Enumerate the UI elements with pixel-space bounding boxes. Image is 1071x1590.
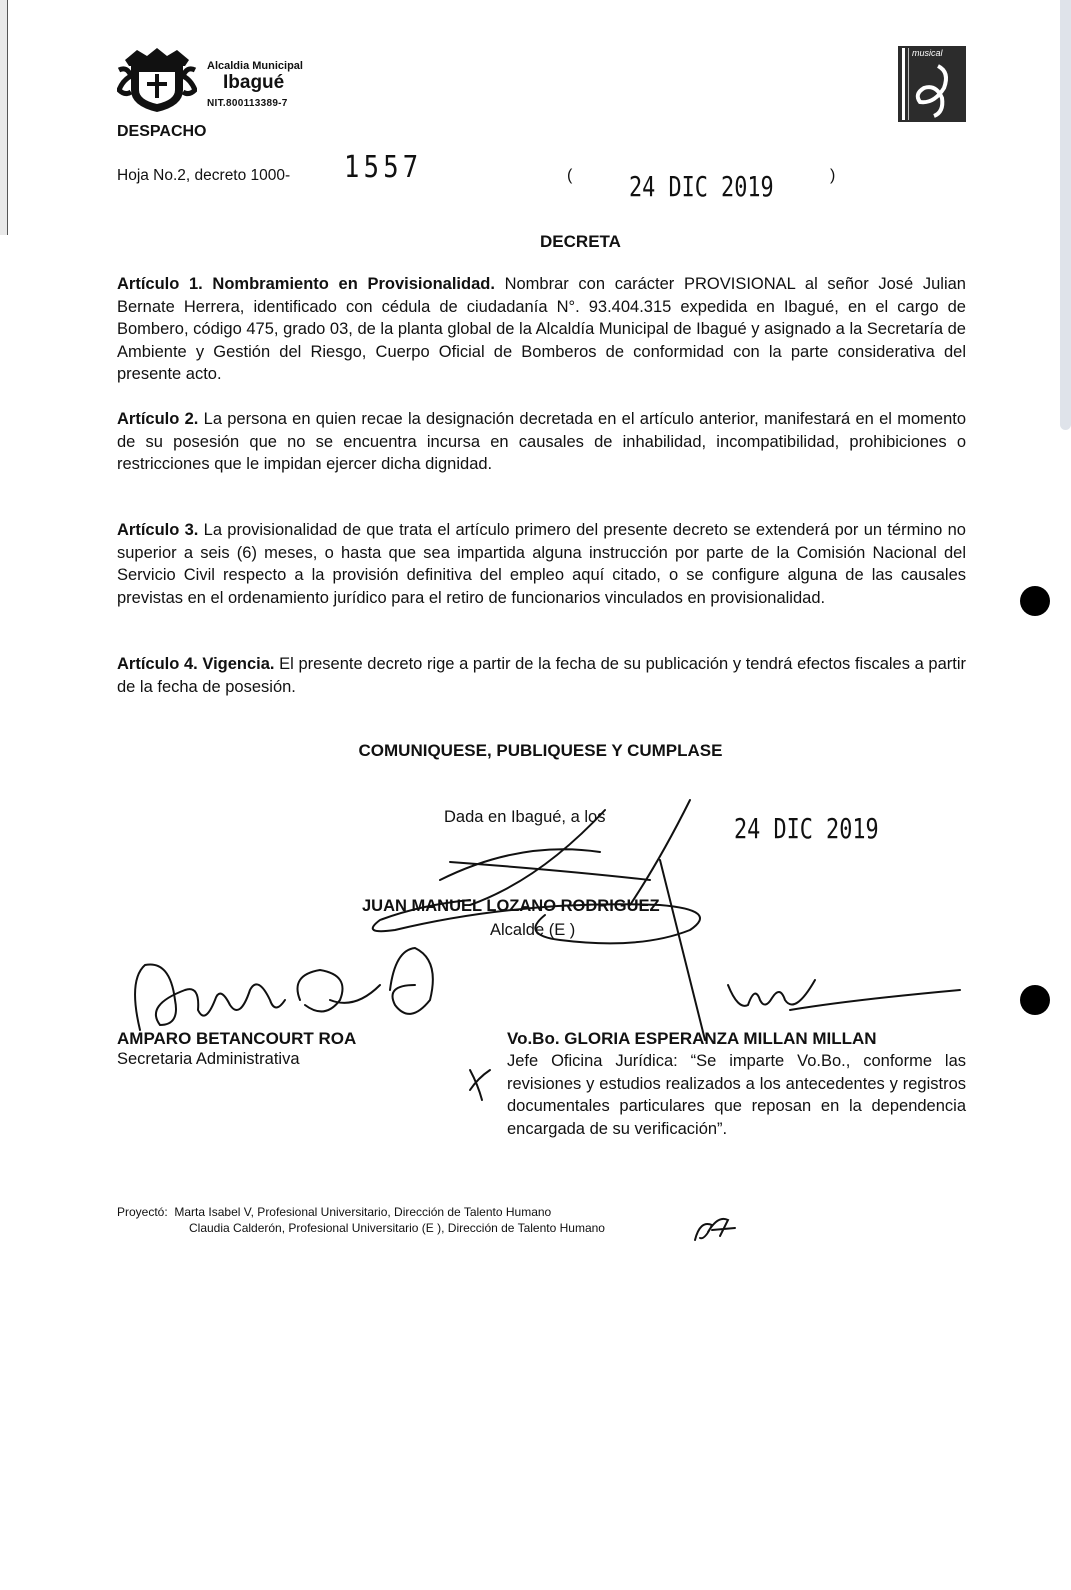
article-1-text: Nombrar con carácter PROVISIONAL al señor José Julian Bernate Herrera, identificado con cédula de ciudadanía N°. 93.404.315 expedida en Ibagué, en el cargo de Bombero, código 475, grado 03, de la planta global de la Alcaldía Municipal de Ibagué y asignado a la Secretaría de Ambiente y Gestión del Riesgo, Cuerpo Oficial de Bomberos de conformidad con la parte considerativa del presente acto. xyxy=(117,275,966,383)
decree-title: DECRETA xyxy=(540,232,621,251)
article-3-heading: Artículo 3. xyxy=(117,521,199,539)
article-1 xyxy=(117,273,966,386)
given-place: Dada en Ibagué, a los xyxy=(444,808,606,826)
legal-name: Vo.Bo. GLORIA ESPERANZA MILLAN MILLAN xyxy=(507,1029,877,1048)
page-left-edge xyxy=(0,0,8,235)
secretary-name: AMPARO BETANCOURT ROA xyxy=(117,1029,357,1048)
article-4-text: El presente decreto rige a partir de la fecha de su publicación y tendrá efectos fiscales a partir de la fecha de posesión. xyxy=(117,655,966,696)
legal-signature xyxy=(728,980,960,1010)
decree-number: 1557 xyxy=(344,150,423,185)
article-4-heading: Artículo 4. Vigencia. xyxy=(117,655,275,673)
stamp-label: musical xyxy=(912,48,943,58)
vobo-check xyxy=(470,1070,490,1100)
article-4 xyxy=(117,653,966,698)
secretary-signature-block xyxy=(117,1029,356,1069)
projected-label: Proyectó: xyxy=(117,1205,168,1219)
legal-note: Jefe Oficina Jurídica: “Se imparte Vo.Bo., conforme las revisiones y estudios realizados a los antecedentes y registros documentales particulares que reposan en la dependencia encargada de su verificación”. xyxy=(507,1052,966,1138)
article-3 xyxy=(117,519,966,609)
projected-line-1: Marta Isabel V, Profesional Universitario, Dirección de Talento Humano xyxy=(174,1205,552,1219)
mayor-signature xyxy=(373,800,705,1040)
legal-signature-block xyxy=(507,1029,966,1140)
article-3-text: La provisionalidad de que trata el artículo primero del presente decreto se extenderá por un término no superior a seis (6) meses, o hasta que sea impartida alguna instrucción por parte de la Comisión Nacional del Servicio Civil respecto a la provisión definitiva del empleo aquí citado, o se configure alguna de las causales previstas en el ordenamiento jurídico para el retiro de funcionarios vinculados en provisionalidad. xyxy=(117,521,966,607)
sheet-reference: Hoja No.2, decreto 1000- xyxy=(117,167,291,184)
logo-nit: NIT.800113389-7 xyxy=(207,98,288,109)
paren-open: ( xyxy=(567,167,573,184)
scrollbar[interactable] xyxy=(1060,0,1071,430)
office-label: DESPACHO xyxy=(117,123,207,140)
secretary-signature xyxy=(135,948,433,1030)
projected-by xyxy=(117,1204,605,1236)
article-2 xyxy=(117,408,966,476)
given-date: 24 DIC 2019 xyxy=(734,812,879,845)
punch-hole xyxy=(1020,985,1050,1015)
closing-formula: COMUNIQUESE, PUBLIQUESE Y CUMPLASE xyxy=(358,741,723,760)
article-2-heading: Artículo 2. xyxy=(117,410,199,428)
secretary-role: Secretaria Administrativa xyxy=(117,1050,300,1068)
seal-stamp xyxy=(898,46,966,122)
mayor-role: Alcalde (E ) xyxy=(490,921,576,939)
punch-hole xyxy=(1020,586,1050,616)
initials-mark xyxy=(695,1219,735,1240)
projected-line-2: Claudia Calderón, Profesional Universitario (E ), Dirección de Talento Humano xyxy=(189,1221,605,1235)
article-2-text: La persona en quien recae la designación decretada en el artículo anterior, manifestará en el momento de su posesión que no se encuentra incursa en causales de inhabilidad, incompatibilidad, prohibiciones o restricciones que le impidan ejercer dicha dignidad. xyxy=(117,410,967,473)
article-1-heading: Artículo 1. Nombramiento en Provisionalidad. xyxy=(117,275,495,293)
logo-title: Alcaldia Municipal xyxy=(207,60,303,72)
paren-close: ) xyxy=(830,167,836,184)
decree-date: 24 DIC 2019 xyxy=(629,170,774,203)
municipal-logo xyxy=(117,46,337,116)
mayor-name: JUAN MANUEL LOZANO RODRIGUEZ xyxy=(362,897,660,915)
logo-city: Ibagué xyxy=(223,72,285,93)
coat-of-arms-icon xyxy=(117,46,197,114)
